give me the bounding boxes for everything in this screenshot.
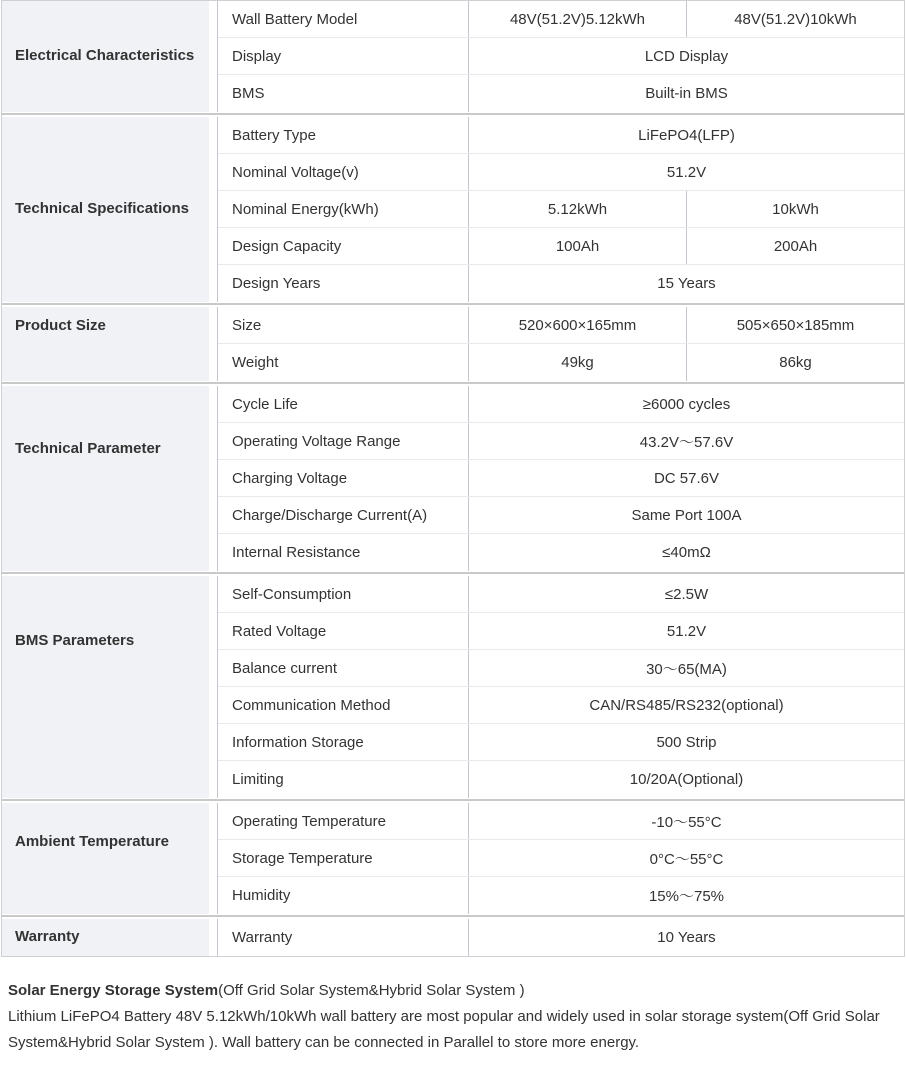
param-label: Communication Method xyxy=(218,687,469,723)
value-cell: 48V(51.2V)5.12kWh xyxy=(469,1,687,37)
param-label: Warranty xyxy=(218,919,469,956)
table-row xyxy=(218,1,904,38)
value-cell: 43.2V～57.6V xyxy=(639,433,734,451)
section-rows xyxy=(218,1,904,112)
value-cell: 520×600×165mm xyxy=(469,307,687,343)
value-cell: 48V(51.2V)10kWh xyxy=(734,10,857,28)
table-row xyxy=(218,613,904,650)
table-row xyxy=(218,386,904,423)
table-row xyxy=(218,534,904,571)
spec-section xyxy=(2,576,904,798)
value-cell: DC 57.6V xyxy=(653,469,720,487)
value-cell: Built-in BMS xyxy=(645,85,728,102)
table-row xyxy=(218,460,904,497)
value-cell: 5.12kWh xyxy=(469,191,687,227)
value-cell: 200Ah xyxy=(773,237,818,255)
section-rows xyxy=(218,117,904,302)
section-rows xyxy=(218,386,904,571)
table-row xyxy=(218,840,904,877)
section-label-cell xyxy=(2,919,218,956)
spec-section xyxy=(2,307,904,381)
table-row xyxy=(218,191,904,228)
value-cell: ≤40mΩ xyxy=(662,544,711,561)
footer-title xyxy=(8,978,900,1004)
value-cell: Same Port 100A xyxy=(631,506,742,524)
value-cell: LiFePO4(LFP) xyxy=(638,126,735,144)
table-row xyxy=(218,228,904,265)
table-row xyxy=(218,724,904,761)
value-cell: ≤2.5W xyxy=(664,585,709,603)
table-row xyxy=(218,803,904,840)
table-row xyxy=(218,687,904,724)
param-label: Rated Voltage xyxy=(218,613,469,649)
param-label: Internal Resistance xyxy=(218,534,469,571)
section-label: Ambient Temperature xyxy=(2,803,209,914)
param-label: Storage Temperature xyxy=(218,840,469,876)
footer xyxy=(0,978,906,1070)
table-row xyxy=(218,497,904,534)
spec-section xyxy=(2,803,904,914)
section-label: Technical Specifications xyxy=(2,117,209,302)
table-row xyxy=(218,423,904,460)
table-row xyxy=(218,265,904,302)
table-row xyxy=(218,576,904,613)
value-cell: 49kg xyxy=(469,344,687,381)
value-cell: LCD Display xyxy=(644,47,729,65)
param-label: Nominal Voltage(v) xyxy=(218,154,469,190)
param-label: Design Capacity xyxy=(218,228,469,264)
param-label: Size xyxy=(218,307,469,343)
value-cell: 86kg xyxy=(779,354,812,371)
table-row xyxy=(218,154,904,191)
spec-table xyxy=(1,0,905,957)
value-cell: 10 Years xyxy=(657,929,716,946)
param-label: Operating Temperature xyxy=(218,803,469,839)
footer-title-bold: Solar Energy Storage System xyxy=(8,982,219,999)
table-row xyxy=(218,877,904,914)
param-label: Charge/Discharge Current(A) xyxy=(218,497,469,533)
param-label: Cycle Life xyxy=(218,386,469,422)
spec-section xyxy=(2,1,904,112)
section-label: BMS Parameters xyxy=(2,576,209,798)
table-row xyxy=(218,75,904,112)
footer-paragraph: Lithium LiFePO4 Battery 48V 5.12kWh/10kWh wall battery are most popular and widely used in solar storage system(Off Grid Solar System&Hybrid Solar System ). Wall battery can be connected in Parallel to store more energy. xyxy=(8,1008,880,1051)
section-label-cell xyxy=(2,386,218,571)
section-divider xyxy=(2,113,904,115)
param-label: Nominal Energy(kWh) xyxy=(218,191,469,227)
value-cell: 51.2V xyxy=(666,163,707,181)
param-label: Wall Battery Model xyxy=(218,1,469,37)
value-cell: CAN/RS485/RS232(optional) xyxy=(589,696,784,714)
section-rows xyxy=(218,576,904,798)
param-label: Battery Type xyxy=(218,117,469,153)
param-label: BMS xyxy=(218,75,469,112)
value-cell: 100Ah xyxy=(469,228,687,264)
param-label: Limiting xyxy=(218,761,469,798)
table-row xyxy=(218,919,904,956)
section-label-cell xyxy=(2,1,218,112)
param-label: Operating Voltage Range xyxy=(218,423,469,459)
value-cell: ≥6000 cycles xyxy=(642,395,731,413)
value-cell: 15 Years xyxy=(657,275,716,292)
value-cell: 0°C～55°C xyxy=(649,850,724,868)
section-divider xyxy=(2,382,904,384)
value-cell: 505×650×185mm xyxy=(736,316,855,334)
section-rows xyxy=(218,307,904,381)
table-row xyxy=(218,650,904,687)
param-label: Self-Consumption xyxy=(218,576,469,612)
value-cell: 500 Strip xyxy=(656,733,717,751)
table-row xyxy=(218,307,904,344)
value-cell: 10kWh xyxy=(772,200,819,218)
table-row xyxy=(218,117,904,154)
param-label: Balance current xyxy=(218,650,469,686)
footer-title-rest: (Off Grid Solar System&Hybrid Solar System ) xyxy=(218,982,525,999)
table-row xyxy=(218,761,904,798)
section-divider xyxy=(2,799,904,801)
section-divider xyxy=(2,572,904,574)
section-divider xyxy=(2,915,904,917)
param-label: Design Years xyxy=(218,265,469,302)
table-row xyxy=(218,344,904,381)
section-label-cell xyxy=(2,576,218,798)
section-label-cell xyxy=(2,117,218,302)
spec-section xyxy=(2,386,904,571)
section-label-cell xyxy=(2,803,218,914)
spec-section xyxy=(2,919,904,956)
value-cell: 51.2V xyxy=(666,622,707,640)
param-label: Charging Voltage xyxy=(218,460,469,496)
spec-section xyxy=(2,117,904,302)
param-label: Display xyxy=(218,38,469,74)
param-label: Information Storage xyxy=(218,724,469,760)
section-label-cell xyxy=(2,307,218,381)
section-divider xyxy=(2,303,904,305)
value-cell: -10～55°C xyxy=(651,813,722,831)
section-label: Technical Parameter xyxy=(2,386,209,571)
section-rows xyxy=(218,803,904,914)
param-label: Humidity xyxy=(218,877,469,914)
table-row xyxy=(218,38,904,75)
section-rows xyxy=(218,919,904,956)
section-label: Warranty xyxy=(2,919,209,956)
section-label: Product Size xyxy=(2,307,209,381)
value-cell: 15%～75% xyxy=(648,888,725,905)
value-cell: 10/20A(Optional) xyxy=(629,771,744,788)
value-cell: 30～65(MA) xyxy=(646,660,727,678)
section-label: Electrical Characteristics xyxy=(2,1,209,112)
param-label: Weight xyxy=(218,344,469,381)
